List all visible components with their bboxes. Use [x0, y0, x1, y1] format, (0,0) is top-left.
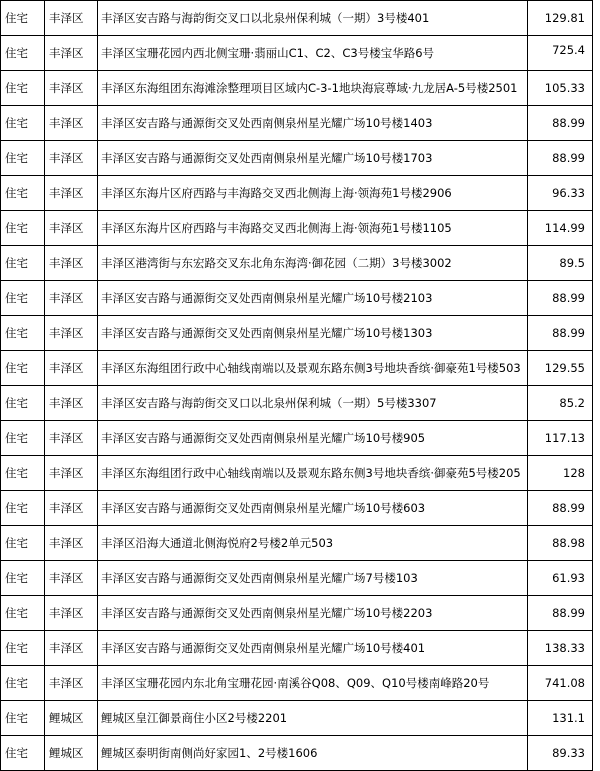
property-type-cell: 住宅 — [1, 456, 45, 491]
property-type-cell: 住宅 — [1, 596, 45, 631]
property-type-cell: 住宅 — [1, 176, 45, 211]
address-cell: 丰泽区安吉路与通源街交叉处西南侧泉州星光耀广场10号楼2103 — [98, 281, 528, 316]
district-cell: 丰泽区 — [45, 386, 98, 421]
property-type-cell: 住宅 — [1, 631, 45, 666]
table-row — [1, 701, 593, 736]
address-cell: 丰泽区东海组团行政中心轴线南端以及景观东路东侧3号地块香缤·御豪苑5号楼205 — [98, 456, 528, 491]
area-cell: 96.33 — [528, 176, 593, 211]
area-cell: 88.99 — [528, 281, 593, 316]
district-cell: 丰泽区 — [45, 176, 98, 211]
address-cell: 丰泽区安吉路与通源街交叉处西南侧泉州星光耀广场10号楼905 — [98, 421, 528, 456]
area-cell: 89.33 — [528, 736, 593, 771]
property-type-cell: 住宅 — [1, 526, 45, 561]
table-row — [1, 666, 593, 701]
address-cell: 丰泽区东海组团行政中心轴线南端以及景观东路东侧3号地块香缤·御豪苑1号楼503 — [98, 351, 528, 386]
property-type-cell: 住宅 — [1, 36, 45, 71]
address-cell: 丰泽区宝珊花园内东北角宝珊花园·南溪谷Q08、Q09、Q10号楼南峰路20号 — [98, 666, 528, 701]
table-row — [1, 281, 593, 316]
area-cell: 117.13 — [528, 421, 593, 456]
district-cell: 丰泽区 — [45, 561, 98, 596]
property-type-cell: 住宅 — [1, 491, 45, 526]
area-cell: 105.33 — [528, 71, 593, 106]
property-type-cell: 住宅 — [1, 666, 45, 701]
area-cell: 89.5 — [528, 246, 593, 281]
property-type-cell: 住宅 — [1, 561, 45, 596]
property-type-cell: 住宅 — [1, 246, 45, 281]
property-type-cell: 住宅 — [1, 281, 45, 316]
district-cell: 丰泽区 — [45, 421, 98, 456]
address-cell: 丰泽区安吉路与通源街交叉处西南侧泉州星光耀广场10号楼2203 — [98, 596, 528, 631]
property-type-cell: 住宅 — [1, 386, 45, 421]
property-type-cell: 住宅 — [1, 421, 45, 456]
district-cell: 丰泽区 — [45, 666, 98, 701]
area-cell: 88.99 — [528, 596, 593, 631]
property-type-cell: 住宅 — [1, 701, 45, 736]
property-table-body — [1, 1, 593, 771]
district-cell: 丰泽区 — [45, 211, 98, 246]
district-cell: 丰泽区 — [45, 456, 98, 491]
address-cell: 丰泽区安吉路与通源街交叉处西南侧泉州星光耀广场10号楼1703 — [98, 141, 528, 176]
table-row — [1, 176, 593, 211]
address-cell: 丰泽区安吉路与通源街交叉处西南侧泉州星光耀广场10号楼1303 — [98, 316, 528, 351]
table-row — [1, 36, 593, 71]
area-cell: 88.99 — [528, 491, 593, 526]
address-cell: 丰泽区宝珊花园内西北侧宝珊·翡丽山C1、C2、C3号楼宝华路6号 — [98, 36, 528, 71]
property-type-cell: 住宅 — [1, 1, 45, 36]
district-cell: 丰泽区 — [45, 526, 98, 561]
area-cell: 114.99 — [528, 211, 593, 246]
table-row — [1, 316, 593, 351]
table-row — [1, 386, 593, 421]
area-cell: 88.99 — [528, 316, 593, 351]
property-type-cell: 住宅 — [1, 736, 45, 771]
address-cell: 鲤城区泰明街南侧尚好家园1、2号楼1606 — [98, 736, 528, 771]
table-row — [1, 736, 593, 771]
area-cell: 725.4 — [528, 36, 593, 71]
district-cell: 丰泽区 — [45, 36, 98, 71]
property-type-cell: 住宅 — [1, 211, 45, 246]
table-row — [1, 106, 593, 141]
area-cell: 88.99 — [528, 141, 593, 176]
table-row — [1, 491, 593, 526]
table-row — [1, 596, 593, 631]
area-cell: 741.08 — [528, 666, 593, 701]
address-cell: 丰泽区安吉路与通源街交叉处西南侧泉州星光耀广场10号楼401 — [98, 631, 528, 666]
table-row — [1, 71, 593, 106]
address-cell: 丰泽区沿海大通道北侧海悦府2号楼2单元503 — [98, 526, 528, 561]
table-row — [1, 631, 593, 666]
table-row — [1, 141, 593, 176]
area-cell: 85.2 — [528, 386, 593, 421]
address-cell: 丰泽区安吉路与通源街交叉处西南侧泉州星光耀广场10号楼1403 — [98, 106, 528, 141]
address-cell: 丰泽区安吉路与通源街交叉处西南侧泉州星光耀广场7号楼103 — [98, 561, 528, 596]
area-cell: 129.81 — [528, 1, 593, 36]
district-cell: 丰泽区 — [45, 281, 98, 316]
table-row — [1, 526, 593, 561]
address-cell: 丰泽区安吉路与海韵街交叉口以北泉州保利城（一期）5号楼3307 — [98, 386, 528, 421]
district-cell: 丰泽区 — [45, 491, 98, 526]
district-cell: 丰泽区 — [45, 141, 98, 176]
area-cell: 61.93 — [528, 561, 593, 596]
table-row — [1, 211, 593, 246]
table-row — [1, 351, 593, 386]
district-cell: 丰泽区 — [45, 631, 98, 666]
table-row — [1, 246, 593, 281]
property-type-cell: 住宅 — [1, 71, 45, 106]
table-row — [1, 561, 593, 596]
district-cell: 丰泽区 — [45, 71, 98, 106]
property-type-cell: 住宅 — [1, 316, 45, 351]
property-type-cell: 住宅 — [1, 141, 45, 176]
table-row — [1, 456, 593, 491]
district-cell: 丰泽区 — [45, 106, 98, 141]
address-cell: 丰泽区东海片区府西路与丰海路交叉西北侧海上海·领海苑1号楼1105 — [98, 211, 528, 246]
area-cell: 88.99 — [528, 106, 593, 141]
area-cell: 88.98 — [528, 526, 593, 561]
district-cell: 丰泽区 — [45, 246, 98, 281]
district-cell: 丰泽区 — [45, 351, 98, 386]
address-cell: 丰泽区安吉路与通源街交叉处西南侧泉州星光耀广场10号楼603 — [98, 491, 528, 526]
district-cell: 鲤城区 — [45, 701, 98, 736]
address-cell: 丰泽区港湾街与东宏路交叉东北角东海湾·御花园（二期）3号楼3002 — [98, 246, 528, 281]
district-cell: 鲤城区 — [45, 736, 98, 771]
table-row — [1, 1, 593, 36]
area-cell: 138.33 — [528, 631, 593, 666]
district-cell: 丰泽区 — [45, 316, 98, 351]
table-row — [1, 421, 593, 456]
area-cell: 129.55 — [528, 351, 593, 386]
property-type-cell: 住宅 — [1, 106, 45, 141]
district-cell: 丰泽区 — [45, 596, 98, 631]
address-cell: 丰泽区安吉路与海韵街交叉口以北泉州保利城（一期）3号楼401 — [98, 1, 528, 36]
address-cell: 丰泽区东海片区府西路与丰海路交叉西北侧海上海·领海苑1号楼2906 — [98, 176, 528, 211]
address-cell: 鲤城区皇江御景商住小区2号楼2201 — [98, 701, 528, 736]
district-cell: 丰泽区 — [45, 1, 98, 36]
area-cell: 128 — [528, 456, 593, 491]
property-type-cell: 住宅 — [1, 351, 45, 386]
address-cell: 丰泽区东海组团东海滩涂整理项目区域内C-3-1地块海宸尊域·九龙居A-5号楼2501 — [98, 71, 528, 106]
area-cell: 131.1 — [528, 701, 593, 736]
